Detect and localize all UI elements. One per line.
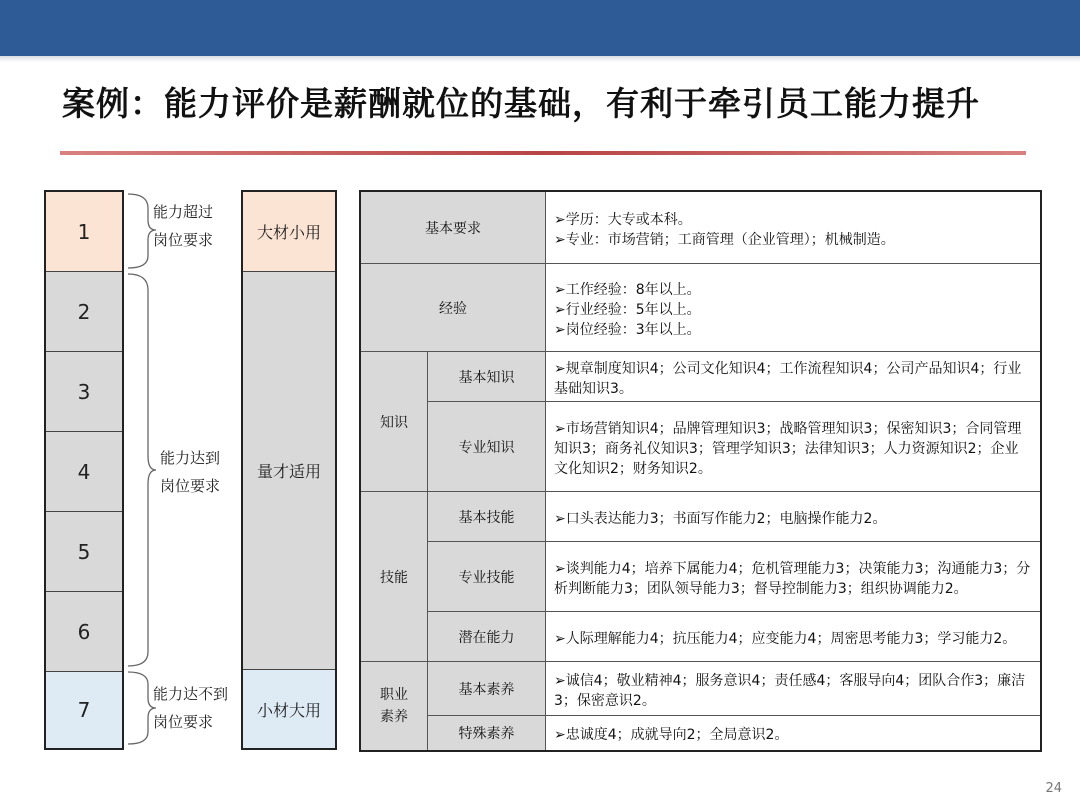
content-special-quality [546, 716, 1040, 750]
sub-header-basic-skills: 基本技能 [428, 492, 546, 542]
list-item: ➢专业：市场营销；工商管理（企业管理）；机械制造。 [554, 231, 895, 248]
content-professional-knowledge [546, 402, 1040, 492]
brace-text-line: 岗位要求 [160, 477, 221, 495]
label-line: 素养 [380, 709, 408, 725]
cell-text: ➢人际理解能力4；抗压能力4；应变能力4；周密思考能力3；学习能力2。 [554, 630, 1017, 647]
fit-match: 量才适用 [243, 272, 335, 670]
sub-header-professional-knowledge: 专业知识 [428, 402, 546, 492]
level-column [44, 190, 124, 750]
sub-header-professional-skills: 专业技能 [428, 542, 546, 612]
content-basic-skills [546, 492, 1040, 542]
row-content-experience [546, 264, 1040, 352]
level-cell: 2 [46, 272, 122, 352]
fit-under: 小材大用 [243, 670, 335, 748]
brace-lines [124, 190, 164, 750]
title-divider [60, 151, 1026, 155]
group-header-knowledge: 知识 [361, 352, 428, 492]
list-item: ➢岗位经验：3年以上。 [554, 321, 701, 338]
requirements-table [359, 190, 1042, 752]
level-cell: 7 [46, 672, 122, 748]
brace-text-line: 能力超过 [153, 203, 214, 221]
cell-text: ➢诚信4；敬业精神4；服务意识4；责任感4；客服导向4；团队合作3；廉洁3；保密意识2。 [554, 672, 1026, 709]
fit-over: 大材小用 [243, 192, 335, 272]
content-basic-knowledge [546, 352, 1040, 402]
row-header-basic: 基本要求 [361, 192, 546, 264]
sub-header-special-quality: 特殊素养 [428, 716, 546, 750]
level-cell: 5 [46, 512, 122, 592]
level-cell: 1 [46, 192, 122, 272]
brace-meet [128, 274, 156, 666]
brace-below [128, 672, 156, 744]
content-potential [546, 612, 1040, 662]
header-bar [0, 0, 1080, 56]
cell-text: ➢忠诚度4；成就导向2；全局意识2。 [554, 727, 789, 743]
list-item: ➢工作经验：8年以上。 [554, 281, 701, 298]
brace-text-line: 岗位要求 [153, 713, 214, 731]
cell-text: ➢规章制度知识4；公司文化知识4；工作流程知识4；公司产品知识4；行业基础知识3。 [554, 360, 1022, 397]
content-basic-quality [546, 662, 1040, 716]
list-item: ➢学历：大专或本科。 [554, 211, 692, 228]
brace-text-line: 能力达不到 [153, 685, 229, 703]
content-professional-skills [546, 542, 1040, 612]
brace-label-below [153, 680, 228, 736]
sub-header-potential: 潜在能力 [428, 612, 546, 662]
brace-text-line: 能力达到 [160, 449, 221, 467]
page-number: 24 [1045, 781, 1062, 796]
page-title: 案例：能力评价是薪酬就位的基础，有利于牵引员工能力提升 [62, 84, 980, 123]
row-header-experience: 经验 [361, 264, 546, 352]
sub-header-basic-knowledge: 基本知识 [428, 352, 546, 402]
brace-label-meet [160, 444, 220, 500]
list-item: ➢行业经验：5年以上。 [554, 301, 701, 318]
group-header-quality [361, 662, 428, 750]
brace-text-line: 岗位要求 [153, 231, 214, 249]
label-line: 职业 [380, 687, 408, 703]
level-cell: 3 [46, 352, 122, 432]
header-shadow [0, 56, 1080, 62]
brace-exceed [128, 194, 156, 268]
level-cell: 6 [46, 592, 122, 672]
row-content-basic [546, 192, 1040, 264]
fit-column [241, 190, 337, 750]
group-header-skills: 技能 [361, 492, 428, 662]
cell-text: ➢口头表达能力3；书面写作能力2；电脑操作能力2。 [554, 510, 887, 527]
brace-label-exceed [153, 198, 213, 254]
sub-header-basic-quality: 基本素养 [428, 662, 546, 716]
level-cell: 4 [46, 432, 122, 512]
cell-text: ➢谈判能力4；培养下属能力4；危机管理能力3；决策能力3；沟通能力3；分析判断能力3；团队领导能力3；督导控制能力3；组织协调能力2。 [554, 560, 1031, 597]
cell-text: ➢市场营销知识4；品牌管理知识3；战略管理知识3；保密知识3；合同管理知识3；商务礼仪知识3；管理学知识3；法律知识3；人力资源知识2；企业文化知识2；财务知识2。 [554, 420, 1022, 477]
